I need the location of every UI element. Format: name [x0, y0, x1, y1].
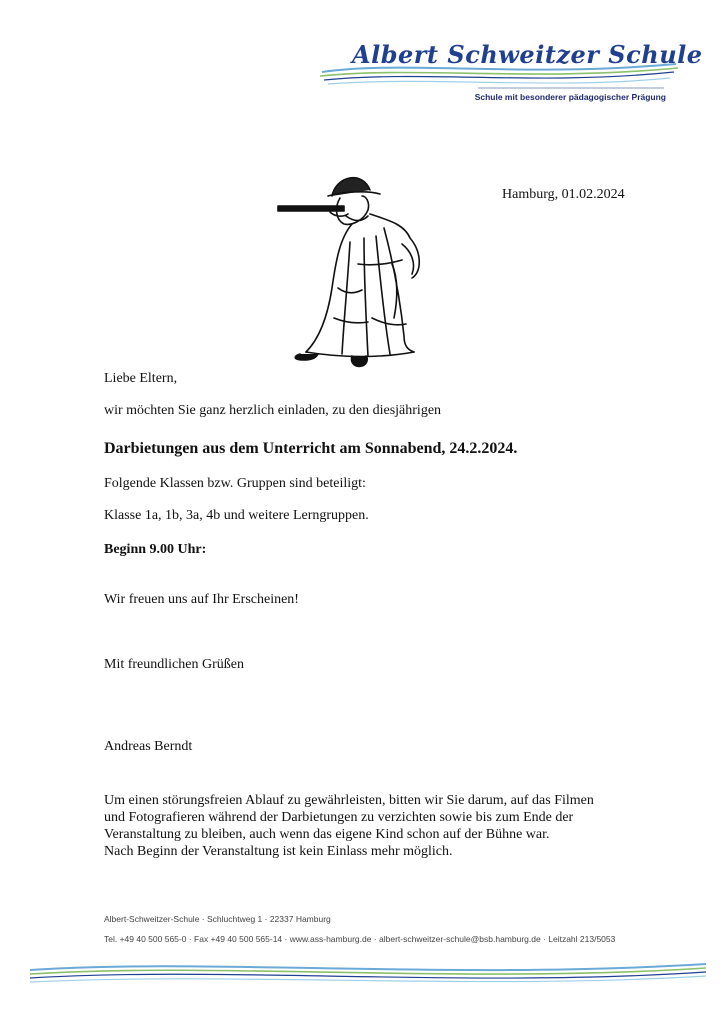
intro-paragraph: wir möchten Sie ganz herzlich einladen, zu den diesjährigen — [104, 403, 442, 418]
notice-paragraph — [104, 792, 644, 860]
event-heading: Darbietungen aus dem Unterricht am Sonnabend, 24.2.2024. — [104, 440, 518, 457]
closing-wish: Wir freuen uns auf Ihr Erscheinen! — [104, 592, 299, 607]
flute-player-drawing-icon — [272, 168, 444, 374]
notice-line: Veranstaltung zu bleiben, auch wenn das eigene Kind schon auf der Bühne war. — [104, 827, 550, 842]
start-time: Beginn 9.00 Uhr: — [104, 542, 207, 557]
notice-line: und Fotografieren während der Darbietungen zu verzichten sowie bis zum Ende der — [104, 810, 574, 825]
footer-waves-graphic — [28, 950, 708, 990]
notice-line: Nach Beginn der Veranstaltung ist kein Einlass mehr möglich. — [104, 844, 453, 859]
closing-regards: Mit freundlichen Grüßen — [104, 657, 244, 672]
date-line: Hamburg, 01.02.2024 — [502, 187, 625, 202]
school-subtitle: Schule mit besonderer pädagogischer Prägung — [474, 92, 666, 102]
notice-line: Um einen störungsfreien Ablauf zu gewährleisten, bitten wir Sie darum, auf das Filmen — [104, 793, 594, 808]
footer-contact: Tel. +49 40 500 565-0 · Fax +49 40 500 565-14 · www.ass-hamburg.de · albert-schweitzer-schule@bsb.hamburg.de · Leitzahl 213/5053 — [104, 934, 616, 944]
signer-name: Andreas Berndt — [104, 739, 193, 754]
classes-intro: Folgende Klassen bzw. Gruppen sind beteiligt: — [104, 476, 366, 491]
footer-address: Albert-Schweitzer-Schule · Schluchtweg 1 · 22337 Hamburg — [104, 914, 331, 924]
classes-list: Klasse 1a, 1b, 3a, 4b und weitere Lerngruppen. — [104, 508, 369, 523]
salutation: Liebe Eltern, — [104, 371, 178, 386]
letterhead-logo — [318, 38, 703, 108]
school-name-logo: Albert Schweitzer Schule — [352, 40, 703, 69]
